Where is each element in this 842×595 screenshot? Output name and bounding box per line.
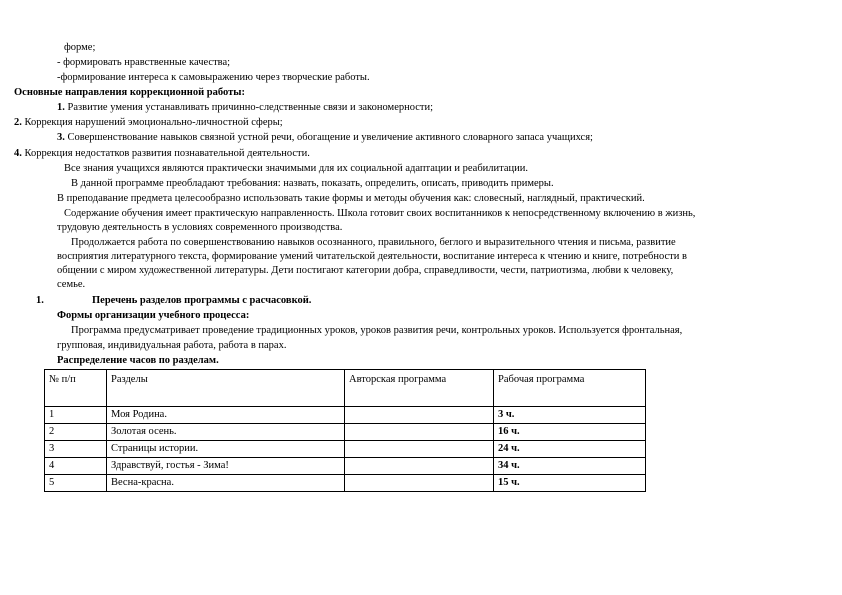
- cell-work: 16 ч.: [494, 424, 646, 441]
- cell-section: Страницы истории.: [107, 441, 345, 458]
- list-text: Совершенствование навыков связной устной речи, обогащение и увеличение активного словарного запаса учащихся;: [64, 132, 593, 143]
- paragraph-line: Продолжается работа по совершенствованию навыков осознанного, правильного, беглого и выразительного чтения и письма, развитие: [71, 237, 676, 248]
- list-item: [14, 117, 283, 129]
- paragraph-line: Содержание обучения имеет практическую направленность. Школа готовит своих воспитанников к непосредственному включению в жизнь,: [64, 208, 696, 219]
- paragraph-line: общении с миром художественной литературы. Дети постигают категории добра, справедливости, чести, патриотизма, любви к человеку,: [57, 265, 674, 276]
- cell-work: 34 ч.: [494, 458, 646, 475]
- cell-author: [345, 475, 494, 492]
- paragraph-line: В данной программе преобладают требования: назвать, показать, определить, описать, приводить примеры.: [71, 178, 554, 189]
- list-item: [14, 148, 310, 160]
- cell-section: Здравствуй, гостья - Зима!: [107, 458, 345, 475]
- paragraph-line: Все знания учащихся являются практически значимыми для их социальной адаптации и реабилитации.: [64, 163, 529, 174]
- table-row: [45, 407, 646, 424]
- text-line: форме;: [64, 42, 96, 53]
- header-cell-work-program: Рабочая программа: [494, 370, 646, 407]
- table-row: [45, 424, 646, 441]
- hours-table: [44, 369, 646, 492]
- table-header-row: [45, 370, 646, 407]
- list-text: Развитие умения устанавливать причинно-следственные связи и закономерности;: [64, 102, 434, 113]
- header-cell-number: № п/п: [45, 370, 107, 407]
- list-number: 3.: [57, 132, 65, 143]
- subsection-heading: Распределение часов по разделам.: [57, 355, 219, 366]
- cell-work: 24 ч.: [494, 441, 646, 458]
- header-cell-author-program: Авторская программа: [345, 370, 494, 407]
- section-heading: Основные направления коррекционной работы:: [14, 87, 245, 98]
- cell-work: 15 ч.: [494, 475, 646, 492]
- text-line: - формировать нравственные качества;: [57, 57, 231, 68]
- cell-number: 2: [45, 424, 107, 441]
- list-item: [57, 132, 593, 144]
- subsection-heading: Формы организации учебного процесса:: [57, 310, 250, 321]
- list-number: 2.: [14, 117, 22, 128]
- section-number: 1.: [36, 295, 44, 306]
- paragraph-line: семье.: [57, 279, 86, 290]
- section-title: Перечень разделов программы с расчасовкой.: [92, 295, 312, 306]
- cell-author: [345, 458, 494, 475]
- table-row: [45, 458, 646, 475]
- paragraph-line: трудовую деятельность в условиях современного производства.: [57, 222, 343, 233]
- cell-number: 4: [45, 458, 107, 475]
- list-text: Коррекция нарушений эмоционально-личностной сферы;: [21, 117, 283, 128]
- header-cell-sections: Разделы: [107, 370, 345, 407]
- paragraph-line: групповая, индивидуальная работа, работа в парах.: [57, 340, 287, 351]
- cell-author: [345, 441, 494, 458]
- list-number: 4.: [14, 148, 22, 159]
- list-number: 1.: [57, 102, 65, 113]
- cell-number: 1: [45, 407, 107, 424]
- cell-number: 3: [45, 441, 107, 458]
- cell-work: 3 ч.: [494, 407, 646, 424]
- cell-section: Весна-красна.: [107, 475, 345, 492]
- list-text: Коррекция недостатков развития познавательной деятельности.: [21, 148, 310, 159]
- paragraph-line: Программа предусматривает проведение традиционных уроков, уроков развития речи, контрольных уроков. Используется фронтальная,: [71, 325, 683, 336]
- paragraph-line: В преподавание предмета целесообразно использовать такие формы и методы обучения как: словесный, наглядный, практический.: [57, 193, 645, 204]
- cell-section: Золотая осень.: [107, 424, 345, 441]
- cell-section: Моя Родина.: [107, 407, 345, 424]
- cell-author: [345, 407, 494, 424]
- table-row: [45, 475, 646, 492]
- paragraph-line: восприятия литературного текста, формирование умений читательской деятельности, воспитание интереса к чтению и книге, потребности в: [57, 251, 687, 262]
- list-item: [57, 102, 433, 114]
- cell-author: [345, 424, 494, 441]
- cell-number: 5: [45, 475, 107, 492]
- table-row: [45, 441, 646, 458]
- text-line: -формирование интереса к самовыражению через творческие работы.: [57, 72, 370, 83]
